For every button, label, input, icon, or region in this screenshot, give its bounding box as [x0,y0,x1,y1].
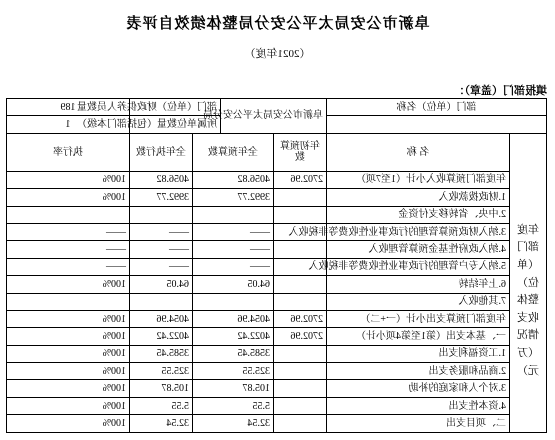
row-annual-budget-cell [274,415,327,432]
table-row [7,171,547,188]
row-name-cell: 5.纳入专户管理的行政事业性收费等非税收入 [327,258,510,275]
row-exec-rate-cell: —— [7,258,130,275]
row-exec-rate-cell: 100% [7,328,130,345]
table-row [7,415,547,432]
row-exec-rate-cell [7,293,130,310]
row-name-cell: 4.纳入政府性基金预算管理收入 [327,241,510,258]
row-name-cell: 4.资本性支出 [327,397,510,414]
row-full-year-budget-cell: 3585.45 [193,345,274,362]
row-exec-rate-cell: 100% [7,171,130,188]
row-full-year-exec-cell: —— [130,258,193,275]
sub-unit-label: 所属单位数量（包括部门本级） [130,116,221,133]
row-full-year-exec-cell: 105.87 [130,380,193,397]
table-row [7,206,547,223]
table-row [7,328,547,345]
row-full-year-exec-cell: 5.55 [130,397,193,414]
row-annual-budget-cell [274,276,327,293]
filing-department-label: 填报部门（盖章）： [453,85,547,97]
row-exec-rate-cell: 100% [7,363,130,380]
dept-name-label: 部门（单位）名称 [327,99,547,116]
row-exec-rate-cell: —— [7,223,130,240]
row-full-year-budget-cell: —— [193,223,274,240]
row-exec-rate-cell: 100% [7,380,130,397]
row-full-year-exec-cell [130,206,193,223]
row-full-year-budget-cell [193,293,274,310]
row-full-year-exec-cell: 3585.45 [130,345,193,362]
row-name-cell: 1.财政拨款收入 [327,189,510,206]
row-full-year-exec-cell: 4022.42 [130,328,193,345]
row-full-year-budget-cell: 4054.96 [193,310,274,327]
side-category-label: 年度部门（单位）整体收支情况（万元） [510,133,547,432]
row-name-cell: 6.上年结转 [327,276,510,293]
row-annual-budget-cell [274,189,327,206]
row-name-cell: 年度部门预算支出小计（一+二） [327,310,510,327]
row-annual-budget-cell: 2702.96 [274,328,327,345]
row-full-year-budget-cell: 325.55 [193,363,274,380]
table-row [7,310,547,327]
row-full-year-budget-cell: 5.55 [193,397,274,414]
row-name-cell: 3.纳入财政预算管理的行政事业性收费等非税收入 [327,223,510,240]
row-name-cell: 二、项目支出 [327,415,510,432]
table-row [7,276,547,293]
row-full-year-exec-cell: 32.54 [130,415,193,432]
row-full-year-budget-cell: —— [193,241,274,258]
staff-count-value: 189 [7,99,130,116]
row-exec-rate-cell [7,206,130,223]
table-row [7,380,547,397]
staff-count-label: 部门（单位）财政供养人员数量 [130,99,221,116]
row-full-year-budget-cell: 4056.82 [193,171,274,188]
row-annual-budget-cell [274,380,327,397]
column-header-row [7,133,547,171]
row-full-year-budget-cell: 3992.77 [193,189,274,206]
row-annual-budget-cell [274,363,327,380]
info-row-1 [7,99,547,116]
table-row [7,241,547,258]
row-name-cell: 1.工资福利支出 [327,345,510,362]
col-exec-rate-header: 执行率 [7,133,130,171]
col-annual-budget-header: 年初预算数 [274,133,327,171]
row-full-year-budget-cell [193,206,274,223]
row-annual-budget-cell: 2702.96 [274,171,327,188]
table-row [7,258,547,275]
row-annual-budget-cell [274,345,327,362]
info-blank-cell [327,116,547,133]
row-exec-rate-cell: 100% [7,276,130,293]
report-year: （2021年度） [244,48,311,60]
col-full-year-budget-header: 全年预算数 [193,133,274,171]
row-full-year-budget-cell: 105.87 [193,380,274,397]
col-full-year-exec-header: 全年执行数 [130,133,193,171]
row-name-cell: 一、基本支出（第1至第4项小计） [327,328,510,345]
dept-name-value: 阜新市公安局太平公安分局 [221,99,327,134]
row-full-year-budget-cell: 32.54 [193,415,274,432]
row-annual-budget-cell [274,206,327,223]
row-annual-budget-cell: 2702.96 [274,310,327,327]
table-row [7,345,547,362]
row-name-cell: 7.其他收入 [327,293,510,310]
row-annual-budget-cell [274,241,327,258]
performance-table [6,98,547,433]
row-full-year-exec-cell: 3992.77 [130,189,193,206]
row-full-year-budget-cell: —— [193,258,274,275]
row-exec-rate-cell: 100% [7,415,130,432]
table-row [7,293,547,310]
row-full-year-exec-cell: 64.05 [130,276,193,293]
table-row [7,223,547,240]
row-full-year-budget-cell: 4022.42 [193,328,274,345]
row-full-year-exec-cell: 4056.82 [130,171,193,188]
row-exec-rate-cell: 100% [7,345,130,362]
sub-unit-value: 1 [7,116,130,133]
row-exec-rate-cell: 100% [7,397,130,414]
table-row [7,397,547,414]
row-exec-rate-cell: 100% [7,189,130,206]
row-full-year-exec-cell: —— [130,241,193,258]
table-row [7,189,547,206]
page-title: 阜新市公安局太平公安分局整体绩效自评表 [125,16,430,32]
row-annual-budget-cell [274,293,327,310]
row-name-cell: 2.商品和服务支出 [327,363,510,380]
row-name-cell: 2.中央、省转移支付资金 [327,206,510,223]
row-full-year-exec-cell [130,293,193,310]
row-full-year-exec-cell: 4054.96 [130,310,193,327]
row-annual-budget-cell [274,397,327,414]
row-name-cell: 年度部门预算收入小计（1至7项） [327,171,510,188]
row-full-year-budget-cell: 64.05 [193,276,274,293]
row-exec-rate-cell: 100% [7,310,130,327]
table-row [7,363,547,380]
row-full-year-exec-cell: —— [130,223,193,240]
row-exec-rate-cell: —— [7,241,130,258]
row-full-year-exec-cell: 325.55 [130,363,193,380]
row-name-cell: 3.对个人和家庭的补助 [327,380,510,397]
col-name-header: 名 称 [327,133,510,171]
